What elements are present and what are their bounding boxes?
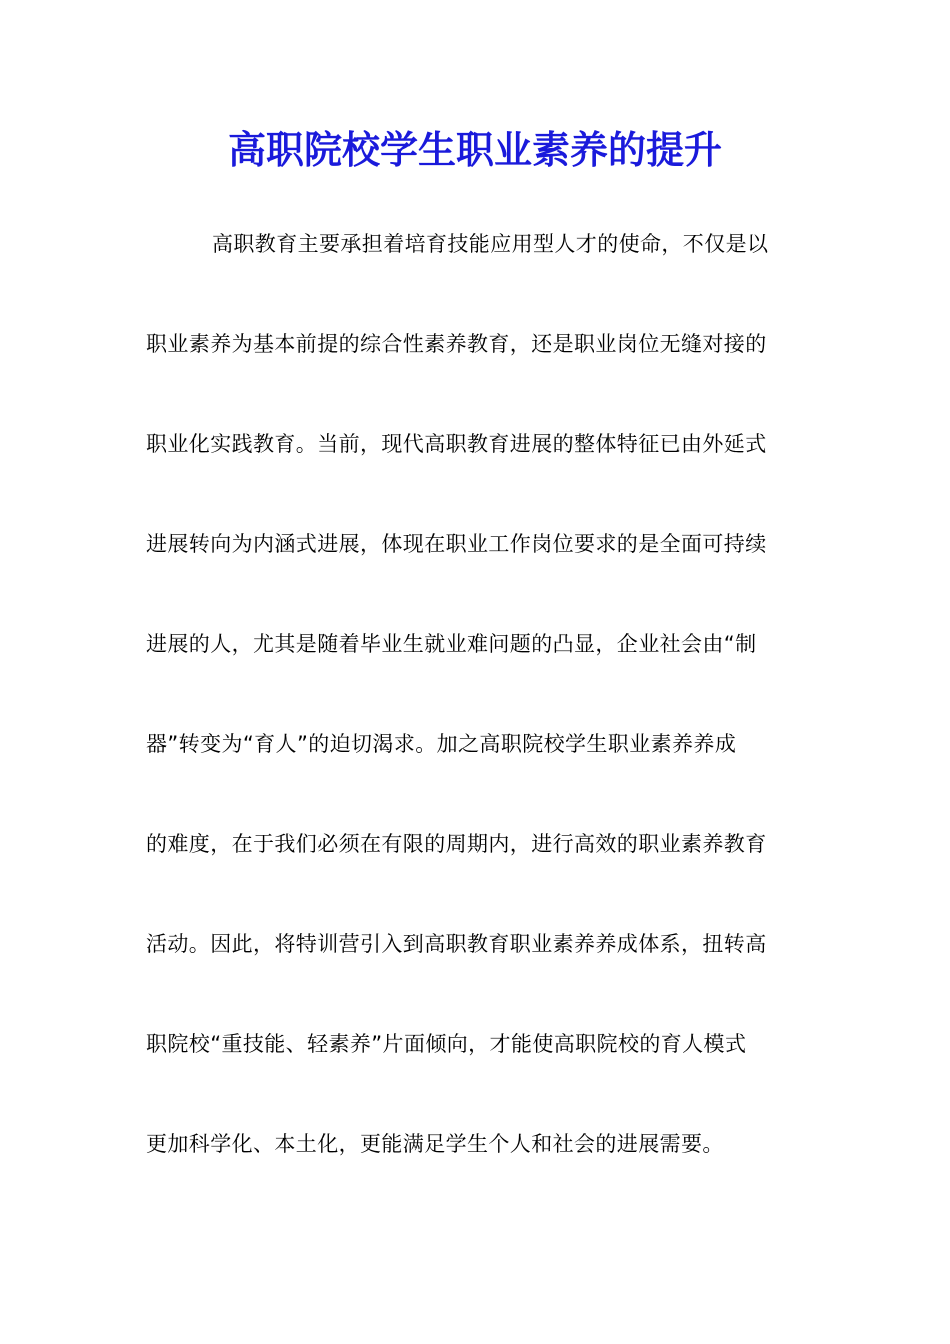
paragraph-line: 活动。因此，将特训营引入到高职教育职业素养养成体系，扭转高 bbox=[146, 932, 767, 956]
document-title: 高职院校学生职业素养的提升 bbox=[227, 127, 722, 172]
paragraph-line: 的难度，在于我们必须在有限的周期内，进行高效的职业素养教育 bbox=[146, 832, 767, 856]
paragraph-line: 更加科学化、本土化，更能满足学生个人和社会的进展需要。 bbox=[146, 1132, 724, 1156]
paragraph-line: 职业素养为基本前提的综合性素养教育，还是职业岗位无缝对接的 bbox=[146, 332, 767, 356]
paragraph-line: 进展的人，尤其是随着毕业生就业难问题的凸显，企业社会由“制 bbox=[146, 632, 757, 656]
paragraph bbox=[146, 222, 806, 1222]
paragraph-line: 进展转向为内涵式进展，体现在职业工作岗位要求的是全面可持续 bbox=[146, 532, 767, 556]
paragraph-line: 器”转变为“育人”的迫切渴求。加之高职院校学生职业素养养成 bbox=[146, 732, 737, 756]
paragraph-line: 职院校“重技能、轻素养”片面倾向，才能使高职院校的育人模式 bbox=[146, 1032, 747, 1056]
paragraph-line: 高职教育主要承担着培育技能应用型人才的使命，不仅是以 bbox=[212, 232, 769, 256]
paragraph-line: 职业化实践教育。当前，现代高职教育进展的整体特征已由外延式 bbox=[146, 432, 767, 456]
